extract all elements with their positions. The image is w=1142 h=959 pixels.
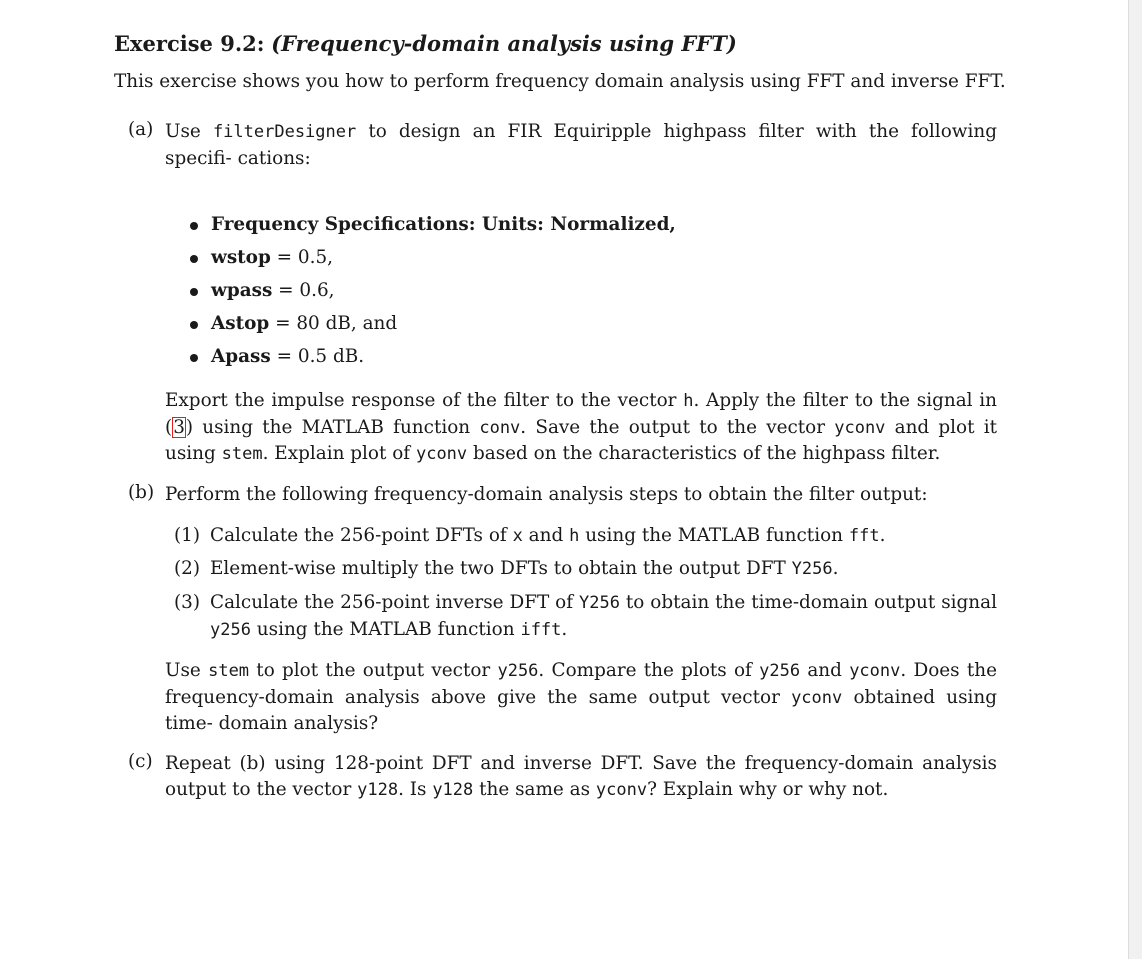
part-c-label: (c) — [128, 751, 153, 772]
text-run: Calculate the 256-point DFTs of — [210, 525, 513, 546]
bullet-dot — [190, 222, 198, 230]
code-y256-lower: y256 — [210, 619, 251, 640]
exercise-label: Exercise 9.2: — [114, 31, 265, 56]
code-yconv: yconv — [791, 687, 843, 708]
text-run: . Explain plot of — [262, 443, 416, 464]
part-c-paragraph — [165, 751, 997, 803]
text-run: ? Explain why or why not. — [647, 778, 889, 800]
part-a-text-1: Use — [165, 121, 213, 142]
code-y256: Y256 — [579, 593, 620, 613]
bullet-rest: = 0.5 dB. — [270, 346, 365, 367]
part-a-label: (a) — [128, 119, 154, 140]
code-yconv: yconv — [415, 444, 468, 464]
text-run: Use — [165, 660, 209, 681]
bullet-dot — [190, 255, 198, 263]
code-h: h — [569, 526, 580, 546]
text-run: obtained using time- domain analysis? — [165, 686, 998, 734]
bullet-bold: wpass — [211, 280, 273, 301]
step-number: (3) — [174, 592, 201, 613]
text-run: . — [832, 558, 839, 579]
bullet-bold: Frequency Specifications: Units: Normalized, — [211, 214, 676, 235]
code-stem: stem — [208, 661, 250, 681]
bullet-rest: = 0.5, — [270, 247, 334, 268]
step-item — [174, 590, 997, 643]
part-a-code-filterdesigner: filterDesigner — [212, 122, 357, 142]
code-y256-lower: y256 — [497, 661, 539, 681]
part-a-intro — [165, 119, 997, 171]
step-number: (1) — [174, 525, 201, 546]
code-y128: y128 — [432, 779, 474, 800]
code-x: x — [512, 526, 523, 546]
step-item — [174, 556, 997, 583]
text-run: . Apply the filter to the signal in ( — [165, 390, 998, 438]
text-run: to plot the output vector — [249, 660, 498, 681]
exercise-subtitle: (Frequency-domain analysis using FFT) — [271, 31, 737, 56]
bullet-dot — [190, 288, 198, 296]
text-run: . Does the frequency-domain analysis above give the same output vector — [165, 660, 998, 708]
text-run: . Is — [398, 778, 433, 800]
text-run: based on the characteristics of the highpass filter. — [467, 443, 941, 464]
text-run: . — [561, 618, 568, 640]
part-b-label: (b) — [128, 482, 155, 503]
text-run: . Save the output to the vector — [520, 416, 835, 438]
step-number: (2) — [174, 558, 201, 579]
bullet-bold: Apass — [211, 346, 271, 367]
text-run: Element-wise multiply the two DFTs to obtain the output DFT — [210, 558, 792, 579]
bullet-rest: = 0.6, — [272, 280, 335, 301]
part-b-closing-paragraph — [165, 658, 997, 737]
text-run: using the MATLAB function — [579, 525, 849, 546]
text-run: and — [522, 525, 570, 546]
code-yconv: yconv — [834, 417, 886, 438]
step-item — [174, 523, 997, 550]
text-run: Repeat (b) using 128-point DFT and inverse DFT. Save the frequency-domain analysis output to the vector — [165, 753, 997, 800]
code-conv: conv — [479, 417, 521, 438]
code-y128: y128 — [357, 779, 399, 800]
exercise-heading — [114, 31, 737, 56]
code-y256: Y256 — [791, 559, 833, 579]
text-run: using the MATLAB function — [250, 618, 521, 640]
text-run: . — [879, 525, 886, 546]
vertical-scrollbar[interactable] — [1128, 0, 1142, 959]
text-run: Export the impulse response of the filter to the vector — [165, 390, 684, 411]
text-run: the same as — [473, 778, 596, 800]
text-run: Calculate the 256-point inverse DFT of — [210, 592, 579, 613]
bullet-bold: Astop — [211, 313, 270, 334]
bullet-bold: wstop — [211, 247, 271, 268]
text-run: and — [800, 660, 850, 681]
text-run: and plot it using — [165, 416, 997, 464]
bullet-rest: = 80 dB, and — [269, 313, 398, 334]
text-run: . Compare the plots of — [538, 660, 760, 681]
intro-text: This exercise shows you how to perform frequency domain analysis using FFT and inverse FFT. — [114, 71, 1006, 92]
text-run: to obtain the time-domain output signal — [619, 592, 997, 613]
bullet-dot — [190, 354, 198, 362]
code-h: h — [683, 391, 694, 411]
text-run: ) using the MATLAB function — [185, 416, 480, 438]
part-a-export-paragraph — [165, 388, 997, 468]
bullet-dot — [190, 321, 198, 329]
code-ifft: ifft — [520, 619, 562, 640]
code-y256-lower: y256 — [759, 661, 801, 681]
code-fft: fft — [848, 526, 880, 546]
part-a-text-2: to design an FIR Equiripple highpass filter with the following specifi- cations: — [165, 121, 998, 169]
code-yconv: yconv — [595, 779, 648, 800]
part-b-lead: Perform the following frequency-domain analysis steps to obtain the filter output: — [165, 484, 928, 505]
equation-reference-link[interactable]: 3 — [173, 416, 185, 438]
code-stem: stem — [221, 444, 263, 464]
code-yconv: yconv — [849, 661, 901, 681]
